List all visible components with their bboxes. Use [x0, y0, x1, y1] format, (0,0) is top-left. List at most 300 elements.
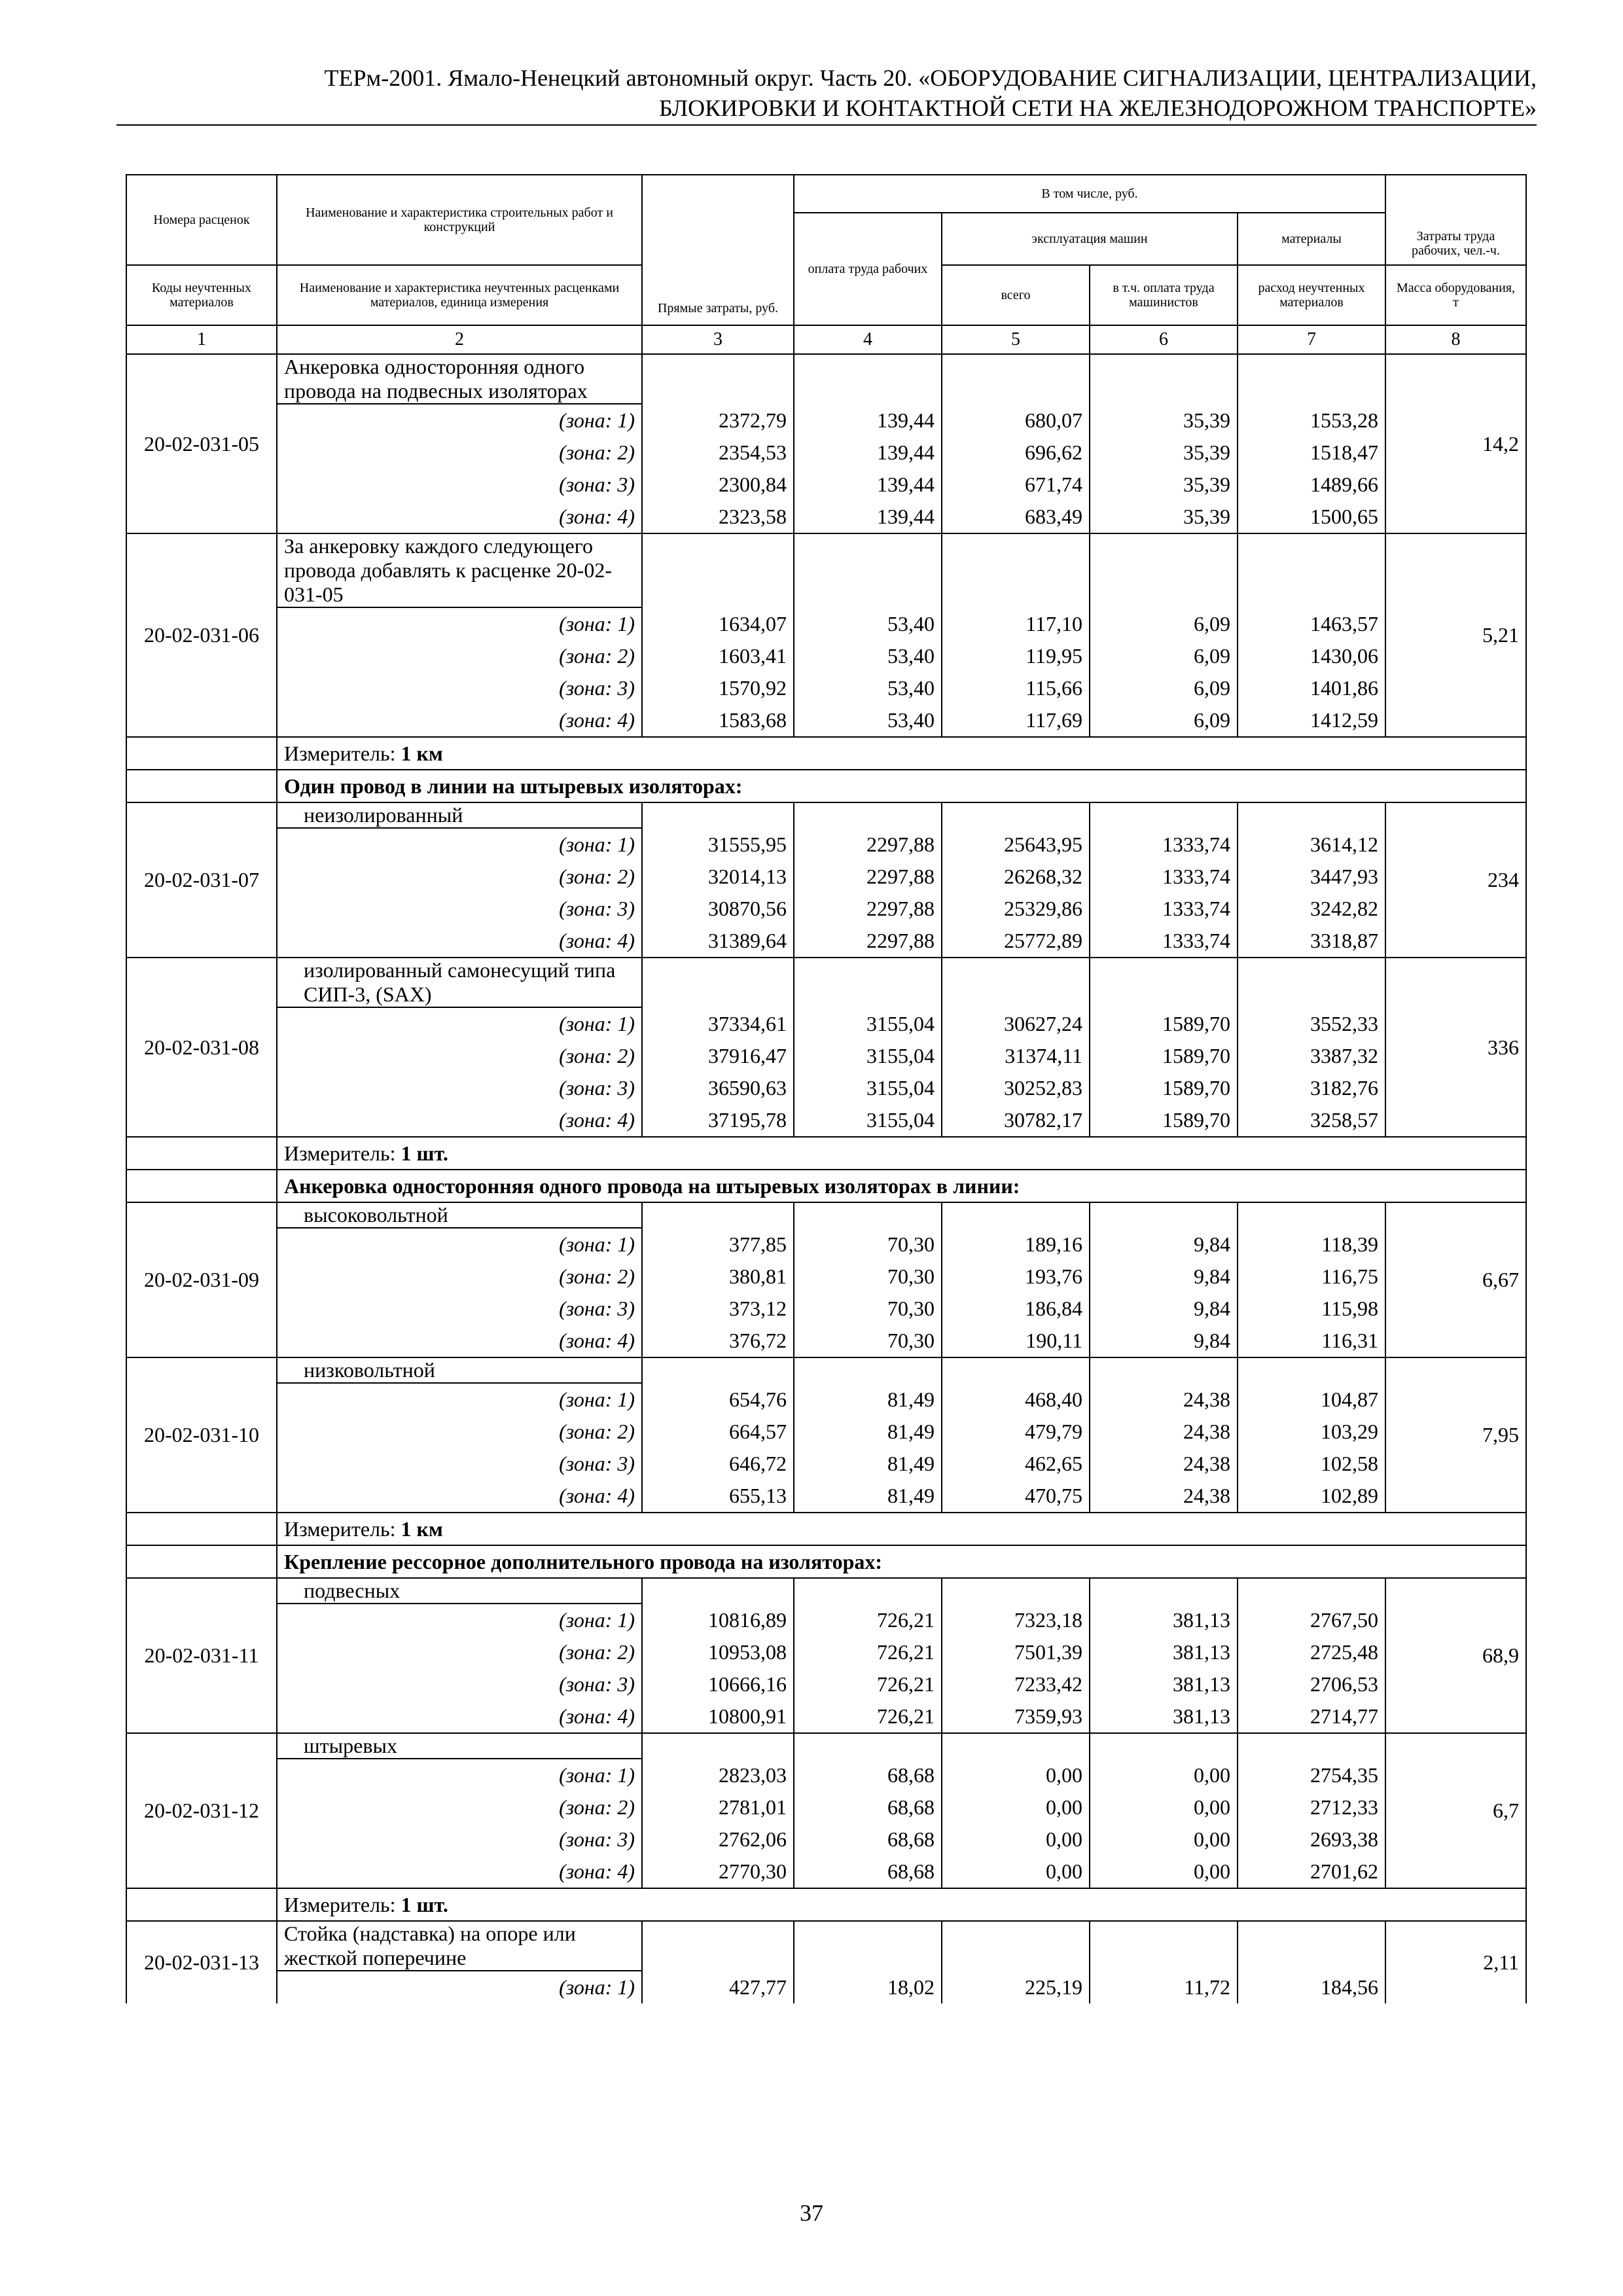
empty-cell — [794, 1578, 942, 1604]
rate-name-text: изолированный самонесущий типа СИП-3, (SAX) — [304, 958, 616, 1006]
header-equipment-mass: Масса оборудования, т — [1385, 265, 1526, 325]
zone-label: (зона: 4) — [277, 1325, 642, 1357]
direct-costs-value: 2781,01 — [642, 1791, 794, 1823]
workers-pay-value: 70,30 — [794, 1261, 942, 1293]
machines-total-value: 190,11 — [942, 1325, 1090, 1357]
zone-label: (зона: 1) — [277, 1383, 642, 1416]
materials-value: 2714,77 — [1238, 1700, 1385, 1733]
rate-code: 20-02-031-11 — [126, 1578, 277, 1733]
zone-row — [126, 1856, 1526, 1888]
zone-label: (зона: 1) — [277, 1604, 642, 1636]
direct-costs-value: 2823,03 — [642, 1759, 794, 1791]
machinists-pay-value: 381,13 — [1090, 1604, 1238, 1636]
empty-cell — [1090, 1733, 1238, 1759]
machinists-pay-value: 6,09 — [1090, 672, 1238, 704]
zone-row — [126, 1293, 1526, 1325]
materials-value: 3387,32 — [1238, 1040, 1385, 1072]
zone-label: (зона: 2) — [277, 1636, 642, 1668]
column-number: 7 — [1238, 325, 1385, 354]
equipment-mass: 68,9 — [1385, 1578, 1526, 1733]
section-heading — [277, 1170, 1526, 1202]
zone-row — [126, 1007, 1526, 1040]
materials-value: 1500,65 — [1238, 501, 1385, 533]
equipment-mass: 6,7 — [1385, 1733, 1526, 1888]
direct-costs-value: 377,85 — [642, 1228, 794, 1261]
empty-cell — [942, 1578, 1090, 1604]
header-line-2: БЛОКИРОВКИ И КОНТАКТНОЙ СЕТИ НА ЖЕЛЕЗНОДОРОЖНОМ ТРАНСПОРТЕ» — [658, 95, 1537, 121]
materials-value: 2712,33 — [1238, 1791, 1385, 1823]
machinists-pay-value: 6,09 — [1090, 640, 1238, 672]
zone-row — [126, 1480, 1526, 1513]
direct-costs-value: 30870,56 — [642, 893, 794, 925]
zone-row — [126, 1604, 1526, 1636]
direct-costs-value: 1634,07 — [642, 607, 794, 640]
machines-total-value: 470,75 — [942, 1480, 1090, 1513]
rate-code: 20-02-031-09 — [126, 1202, 277, 1357]
equipment-mass: 14,2 — [1385, 354, 1526, 533]
header-work-name: Наименование и характеристика строительных работ и конструкций — [277, 175, 642, 265]
zone-row — [126, 1636, 1526, 1668]
direct-costs-value: 2300,84 — [642, 469, 794, 501]
materials-value: 102,89 — [1238, 1480, 1385, 1513]
machinists-pay-value: 35,39 — [1090, 469, 1238, 501]
workers-pay-value: 70,30 — [794, 1325, 942, 1357]
direct-costs-value: 664,57 — [642, 1416, 794, 1448]
table-row — [126, 958, 1526, 1007]
machinists-pay-value: 24,38 — [1090, 1448, 1238, 1480]
zone-row — [126, 1325, 1526, 1357]
zone-label: (зона: 3) — [277, 893, 642, 925]
workers-pay-value: 81,49 — [794, 1480, 942, 1513]
machinists-pay-value: 381,13 — [1090, 1636, 1238, 1668]
machines-total-value: 186,84 — [942, 1293, 1090, 1325]
zone-row — [126, 469, 1526, 501]
workers-pay-value: 81,49 — [794, 1416, 942, 1448]
page-header — [116, 63, 1537, 123]
empty-cell — [942, 1733, 1090, 1759]
materials-value: 1412,59 — [1238, 704, 1385, 737]
workers-pay-value: 3155,04 — [794, 1040, 942, 1072]
workers-pay-value: 53,40 — [794, 672, 942, 704]
machines-total-value: 30782,17 — [942, 1104, 1090, 1137]
zone-label: (зона: 1) — [277, 1971, 642, 2003]
zone-row — [126, 925, 1526, 958]
workers-pay-value: 70,30 — [794, 1293, 942, 1325]
materials-value: 1553,28 — [1238, 404, 1385, 437]
machines-total-value: 115,66 — [942, 672, 1090, 704]
materials-value: 3447,93 — [1238, 861, 1385, 893]
rate-name-text: высоковольтной — [304, 1203, 448, 1227]
header-labor-costs: Затраты труда рабочих, чел.-ч. — [1385, 175, 1526, 265]
rate-name-text: штыревых — [304, 1734, 397, 1757]
header-materials-consumption: расход неучтенных материалов — [1238, 265, 1385, 325]
empty-cell — [794, 1202, 942, 1228]
zone-label: (зона: 4) — [277, 1480, 642, 1513]
measure-blank — [126, 1513, 277, 1545]
empty-cell — [1238, 1733, 1385, 1759]
empty-cell — [1238, 802, 1385, 828]
empty-cell — [942, 1202, 1090, 1228]
rate-name-text: За анкеровку каждого следующего провода добавлять к расценке 20-02-031-05 — [284, 534, 612, 606]
zone-label: (зона: 3) — [277, 1072, 642, 1104]
rate-code: 20-02-031-08 — [126, 958, 277, 1137]
rate-code: 20-02-031-13 — [126, 1921, 277, 2003]
machines-total-value: 117,69 — [942, 704, 1090, 737]
machinists-pay-value: 1333,74 — [1090, 893, 1238, 925]
machinists-pay-value: 0,00 — [1090, 1823, 1238, 1856]
direct-costs-value: 373,12 — [642, 1293, 794, 1325]
zone-label: (зона: 1) — [277, 1007, 642, 1040]
zone-label: (зона: 4) — [277, 1104, 642, 1137]
header-direct-costs: Прямые затраты, руб. — [642, 175, 794, 325]
table-row — [126, 1202, 1526, 1228]
zone-row — [126, 1416, 1526, 1448]
zone-label: (зона: 2) — [277, 1791, 642, 1823]
empty-cell — [1238, 1578, 1385, 1604]
machinists-pay-value: 6,09 — [1090, 607, 1238, 640]
machines-total-value: 119,95 — [942, 640, 1090, 672]
header-divider — [116, 124, 1537, 126]
machinists-pay-value: 24,38 — [1090, 1480, 1238, 1513]
materials-value: 1430,06 — [1238, 640, 1385, 672]
machinists-pay-value: 9,84 — [1090, 1325, 1238, 1357]
zone-label: (зона: 2) — [277, 1040, 642, 1072]
equipment-mass: 2,11 — [1385, 1921, 1526, 2003]
zone-row — [126, 607, 1526, 640]
zone-row — [126, 672, 1526, 704]
measure-row — [126, 1513, 1526, 1545]
machines-total-value: 696,62 — [942, 437, 1090, 469]
empty-cell — [1238, 354, 1385, 404]
machinists-pay-value: 381,13 — [1090, 1700, 1238, 1733]
machinists-pay-value: 9,84 — [1090, 1228, 1238, 1261]
column-numbers-row — [126, 325, 1526, 354]
zone-row — [126, 1971, 1526, 2003]
zone-row — [126, 1791, 1526, 1823]
workers-pay-value: 139,44 — [794, 437, 942, 469]
section-heading-text: Анкеровка односторонняя одного провода на штыревых изоляторах в линии: — [284, 1174, 1020, 1198]
empty-cell — [1238, 1921, 1385, 1971]
empty-cell — [942, 1921, 1090, 1971]
workers-pay-value: 139,44 — [794, 469, 942, 501]
direct-costs-value: 2770,30 — [642, 1856, 794, 1888]
machines-total-value: 117,10 — [942, 607, 1090, 640]
section-blank — [126, 1170, 277, 1202]
direct-costs-value: 10666,16 — [642, 1668, 794, 1700]
direct-costs-value: 10800,91 — [642, 1700, 794, 1733]
column-number: 5 — [942, 325, 1090, 354]
rate-name — [277, 1921, 642, 1971]
measure-value: 1 шт. — [401, 1141, 448, 1165]
section-heading — [277, 770, 1526, 802]
machines-total-value: 7359,93 — [942, 1700, 1090, 1733]
equipment-mass: 6,67 — [1385, 1202, 1526, 1357]
empty-cell — [794, 1357, 942, 1383]
machinists-pay-value: 0,00 — [1090, 1759, 1238, 1791]
zone-row — [126, 501, 1526, 533]
rate-name — [277, 533, 642, 607]
zone-label: (зона: 2) — [277, 861, 642, 893]
materials-value: 1518,47 — [1238, 437, 1385, 469]
machinists-pay-value: 0,00 — [1090, 1791, 1238, 1823]
empty-cell — [642, 802, 794, 828]
machines-total-value: 0,00 — [942, 1856, 1090, 1888]
materials-value: 1463,57 — [1238, 607, 1385, 640]
empty-cell — [642, 1733, 794, 1759]
zone-label: (зона: 4) — [277, 925, 642, 958]
zone-label: (зона: 2) — [277, 1261, 642, 1293]
workers-pay-value: 70,30 — [794, 1228, 942, 1261]
machines-total-value: 30252,83 — [942, 1072, 1090, 1104]
zone-row — [126, 1104, 1526, 1137]
machines-total-value: 0,00 — [942, 1823, 1090, 1856]
rate-code: 20-02-031-07 — [126, 802, 277, 958]
direct-costs-value: 2354,53 — [642, 437, 794, 469]
direct-costs-value: 1583,68 — [642, 704, 794, 737]
empty-cell — [794, 354, 942, 404]
header-line-1: ТЕРм-2001. Ямало-Ненецкий автономный округ. Часть 20. «ОБОРУДОВАНИЕ СИГНАЛИЗАЦИИ, ЦЕНТРАЛИЗАЦИИ, — [324, 65, 1537, 91]
machinists-pay-value: 1333,74 — [1090, 925, 1238, 958]
zone-row — [126, 1759, 1526, 1791]
zone-row — [126, 893, 1526, 925]
machines-total-value: 225,19 — [942, 1971, 1090, 2003]
empty-cell — [1090, 802, 1238, 828]
workers-pay-value: 139,44 — [794, 404, 942, 437]
direct-costs-value: 655,13 — [642, 1480, 794, 1513]
materials-value: 3318,87 — [1238, 925, 1385, 958]
zone-label: (зона: 2) — [277, 437, 642, 469]
measure-label: Измеритель: — [284, 1517, 396, 1541]
empty-cell — [642, 533, 794, 607]
section-blank — [126, 1545, 277, 1578]
direct-costs-value: 646,72 — [642, 1448, 794, 1480]
workers-pay-value: 68,68 — [794, 1856, 942, 1888]
measure-row — [126, 1137, 1526, 1170]
machines-total-value: 0,00 — [942, 1759, 1090, 1791]
empty-cell — [642, 1921, 794, 1971]
empty-cell — [794, 1921, 942, 1971]
empty-cell — [1090, 533, 1238, 607]
zone-row — [126, 1448, 1526, 1480]
direct-costs-value: 1570,92 — [642, 672, 794, 704]
direct-costs-value: 32014,13 — [642, 861, 794, 893]
zone-label: (зона: 4) — [277, 1856, 642, 1888]
zone-label: (зона: 3) — [277, 469, 642, 501]
empty-cell — [794, 802, 942, 828]
header-materials: материалы — [1238, 213, 1385, 265]
empty-cell — [942, 533, 1090, 607]
machinists-pay-value: 1589,70 — [1090, 1040, 1238, 1072]
workers-pay-value: 2297,88 — [794, 861, 942, 893]
zone-row — [126, 1700, 1526, 1733]
machinists-pay-value: 1589,70 — [1090, 1007, 1238, 1040]
rate-name — [277, 1578, 642, 1604]
rate-name — [277, 802, 642, 828]
section-heading — [277, 1545, 1526, 1578]
machinists-pay-value: 9,84 — [1090, 1261, 1238, 1293]
materials-value: 3242,82 — [1238, 893, 1385, 925]
machinists-pay-value: 35,39 — [1090, 501, 1238, 533]
workers-pay-value: 53,40 — [794, 704, 942, 737]
workers-pay-value: 81,49 — [794, 1383, 942, 1416]
direct-costs-value: 31555,95 — [642, 828, 794, 861]
column-number: 8 — [1385, 325, 1526, 354]
zone-label: (зона: 3) — [277, 672, 642, 704]
machines-total-value: 26268,32 — [942, 861, 1090, 893]
machinists-pay-value: 9,84 — [1090, 1293, 1238, 1325]
machinists-pay-value: 35,39 — [1090, 404, 1238, 437]
machinists-pay-value: 1333,74 — [1090, 828, 1238, 861]
column-number: 2 — [277, 325, 642, 354]
zone-row — [126, 1072, 1526, 1104]
rate-name — [277, 1733, 642, 1759]
empty-cell — [942, 958, 1090, 1007]
rate-name-text: низковольтной — [304, 1358, 435, 1382]
zone-label: (зона: 1) — [277, 1228, 642, 1261]
column-number: 1 — [126, 325, 277, 354]
direct-costs-value: 2372,79 — [642, 404, 794, 437]
direct-costs-value: 36590,63 — [642, 1072, 794, 1104]
section-row — [126, 1170, 1526, 1202]
machines-total-value: 683,49 — [942, 501, 1090, 533]
section-row — [126, 1545, 1526, 1578]
machines-total-value: 189,16 — [942, 1228, 1090, 1261]
machinists-pay-value: 24,38 — [1090, 1416, 1238, 1448]
materials-value: 115,98 — [1238, 1293, 1385, 1325]
header-workers-pay: оплата труда рабочих — [794, 213, 942, 325]
machines-total-value: 671,74 — [942, 469, 1090, 501]
workers-pay-value: 726,21 — [794, 1700, 942, 1733]
materials-value: 2754,35 — [1238, 1759, 1385, 1791]
equipment-mass: 7,95 — [1385, 1357, 1526, 1513]
workers-pay-value: 53,40 — [794, 607, 942, 640]
materials-value: 2701,62 — [1238, 1856, 1385, 1888]
zone-row — [126, 1228, 1526, 1261]
materials-value: 2706,53 — [1238, 1668, 1385, 1700]
machines-total-value: 7501,39 — [942, 1636, 1090, 1668]
header-machine-operation: эксплуатация машин — [942, 213, 1238, 265]
machinists-pay-value: 35,39 — [1090, 437, 1238, 469]
materials-value: 102,58 — [1238, 1448, 1385, 1480]
table-row — [126, 533, 1526, 607]
materials-value: 103,29 — [1238, 1416, 1385, 1448]
machinists-pay-value: 0,00 — [1090, 1856, 1238, 1888]
column-number: 4 — [794, 325, 942, 354]
zone-row — [126, 828, 1526, 861]
zone-label: (зона: 1) — [277, 1759, 642, 1791]
zone-label: (зона: 1) — [277, 607, 642, 640]
materials-value: 3552,33 — [1238, 1007, 1385, 1040]
rate-name — [277, 958, 642, 1007]
direct-costs-value: 37334,61 — [642, 1007, 794, 1040]
empty-cell — [942, 802, 1090, 828]
direct-costs-value: 654,76 — [642, 1383, 794, 1416]
table-row — [126, 802, 1526, 828]
measure-row — [126, 737, 1526, 770]
zone-row — [126, 861, 1526, 893]
zone-label: (зона: 4) — [277, 704, 642, 737]
machinists-pay-value: 1589,70 — [1090, 1104, 1238, 1137]
zone-row — [126, 1383, 1526, 1416]
workers-pay-value: 81,49 — [794, 1448, 942, 1480]
materials-value: 3614,12 — [1238, 828, 1385, 861]
measure-cell — [277, 737, 1526, 770]
section-blank — [126, 770, 277, 802]
page-number: 37 — [800, 2200, 823, 2226]
rate-name-text: подвесных — [304, 1579, 401, 1602]
workers-pay-value: 3155,04 — [794, 1072, 942, 1104]
zone-label: (зона: 3) — [277, 1448, 642, 1480]
machinists-pay-value: 1333,74 — [1090, 861, 1238, 893]
header-codes-unaccounted: Коды неучтенных материалов — [126, 265, 277, 325]
empty-cell — [794, 958, 942, 1007]
machines-total-value: 25329,86 — [942, 893, 1090, 925]
rate-name-text: неизолированный — [304, 803, 463, 827]
empty-cell — [642, 958, 794, 1007]
measure-value: 1 км — [401, 742, 443, 765]
materials-value: 116,75 — [1238, 1261, 1385, 1293]
direct-costs-value: 2762,06 — [642, 1823, 794, 1856]
direct-costs-value: 427,77 — [642, 1971, 794, 2003]
materials-value: 118,39 — [1238, 1228, 1385, 1261]
direct-costs-value: 2323,58 — [642, 501, 794, 533]
zone-label: (зона: 3) — [277, 1293, 642, 1325]
zone-row — [126, 1040, 1526, 1072]
empty-cell — [942, 354, 1090, 404]
empty-cell — [642, 1202, 794, 1228]
empty-cell — [1090, 958, 1238, 1007]
machines-total-value: 25772,89 — [942, 925, 1090, 958]
zone-label: (зона: 1) — [277, 404, 642, 437]
empty-cell — [642, 1357, 794, 1383]
measure-label: Измеритель: — [284, 742, 396, 765]
zone-label: (зона: 3) — [277, 1668, 642, 1700]
machinists-pay-value: 1589,70 — [1090, 1072, 1238, 1104]
machines-total-value: 193,76 — [942, 1261, 1090, 1293]
machinists-pay-value: 6,09 — [1090, 704, 1238, 737]
equipment-mass: 5,21 — [1385, 533, 1526, 737]
empty-cell — [942, 1357, 1090, 1383]
rate-name — [277, 1357, 642, 1383]
direct-costs-value: 37195,78 — [642, 1104, 794, 1137]
header-rate-numbers: Номера расценок — [126, 175, 277, 265]
table-body — [126, 354, 1526, 2003]
workers-pay-value: 3155,04 — [794, 1007, 942, 1040]
workers-pay-value: 3155,04 — [794, 1104, 942, 1137]
rate-code: 20-02-031-10 — [126, 1357, 277, 1513]
machinists-pay-value: 381,13 — [1090, 1668, 1238, 1700]
zone-row — [126, 437, 1526, 469]
materials-value: 184,56 — [1238, 1971, 1385, 2003]
machines-total-value: 462,65 — [942, 1448, 1090, 1480]
materials-value: 1401,86 — [1238, 672, 1385, 704]
measure-value: 1 шт. — [401, 1893, 448, 1916]
direct-costs-value: 37916,47 — [642, 1040, 794, 1072]
materials-value: 2767,50 — [1238, 1604, 1385, 1636]
materials-value: 1489,66 — [1238, 469, 1385, 501]
machines-total-value: 7323,18 — [942, 1604, 1090, 1636]
table-row — [126, 1578, 1526, 1604]
column-number: 6 — [1090, 325, 1238, 354]
machines-total-value: 680,07 — [942, 404, 1090, 437]
empty-cell — [1238, 958, 1385, 1007]
materials-value: 104,87 — [1238, 1383, 1385, 1416]
machinists-pay-value: 24,38 — [1090, 1383, 1238, 1416]
empty-cell — [1238, 533, 1385, 607]
workers-pay-value: 68,68 — [794, 1823, 942, 1856]
materials-value: 2725,48 — [1238, 1636, 1385, 1668]
empty-cell — [642, 354, 794, 404]
